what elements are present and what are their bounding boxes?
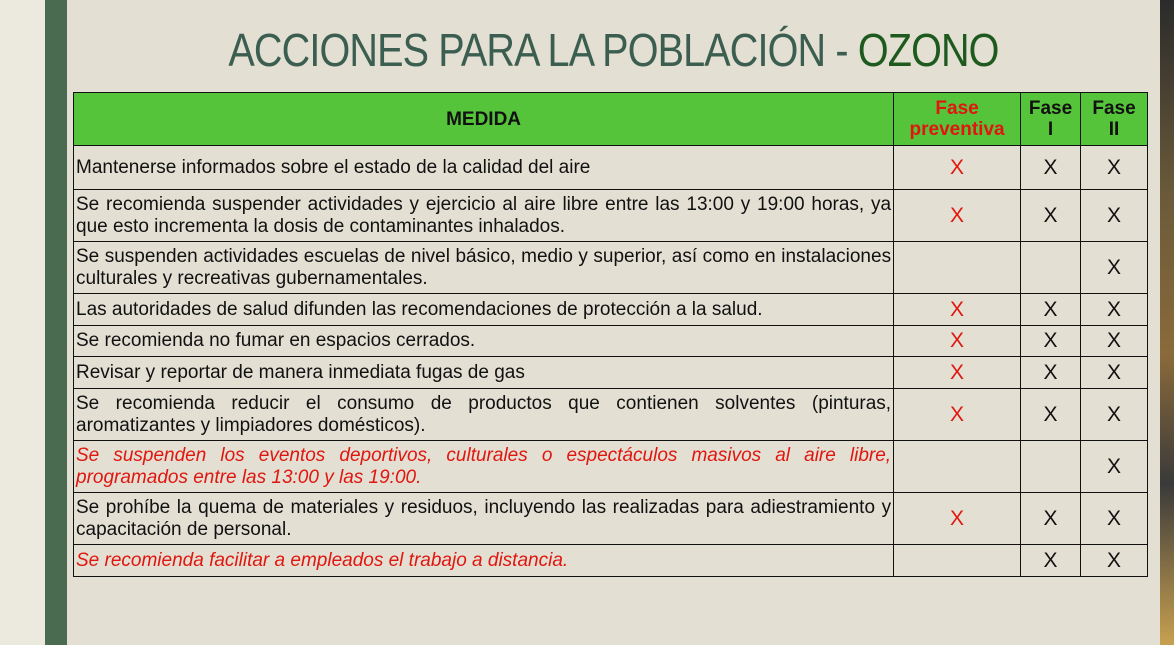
- title-accent: OZONO: [857, 24, 999, 76]
- preventive-mark: [894, 242, 1021, 294]
- phase1-mark: X: [1021, 389, 1081, 441]
- preventive-mark: X: [894, 190, 1021, 242]
- table-row: [74, 357, 1148, 389]
- measure-text: Las autoridades de salud difunden las recomendaciones de protección a la salud.: [74, 294, 894, 326]
- left-accent-bar: [45, 0, 67, 645]
- table-row: [74, 190, 1148, 242]
- table-row: [74, 493, 1148, 545]
- phase1-mark: X: [1021, 357, 1081, 389]
- measure-text: Se recomienda suspender actividades y ejercicio al aire libre entre las 13:00 y 19:00 horas, ya que esto incrementa la dosis de contaminantes inhalados.: [74, 190, 894, 242]
- measure-text: Revisar y reportar de manera inmediata fugas de gas: [74, 357, 894, 389]
- phase1-mark: [1021, 441, 1081, 493]
- measure-text: Se prohíbe la quema de materiales y residuos, incluyendo las realizadas para adiestramiento y capacitación de personal.: [74, 493, 894, 545]
- phase2-mark: X: [1081, 190, 1148, 242]
- phase1-mark: X: [1021, 190, 1081, 242]
- table-row: [74, 545, 1148, 577]
- phase2-mark: X: [1081, 146, 1148, 190]
- preventive-mark: X: [894, 389, 1021, 441]
- phase1-mark: X: [1021, 294, 1081, 326]
- header-preventive-phase: [894, 93, 1021, 146]
- measure-text: Se suspenden actividades escuelas de nivel básico, medio y superior, así como en instalaciones culturales y recreativas gubernamentales.: [74, 242, 894, 294]
- preventive-mark: [894, 545, 1021, 577]
- header-phase-2: [1081, 93, 1148, 146]
- phase2-mark: X: [1081, 294, 1148, 326]
- preventive-mark: X: [894, 146, 1021, 190]
- measure-text: Se recomienda facilitar a empleados el trabajo a distancia.: [74, 545, 894, 577]
- header-preventive-line1: Fase: [935, 98, 979, 119]
- phase2-mark: X: [1081, 493, 1148, 545]
- measure-text: Se recomienda no fumar en espacios cerrados.: [74, 326, 894, 357]
- phase2-mark: X: [1081, 326, 1148, 357]
- header-measure: MEDIDA: [74, 93, 894, 146]
- right-window-edge: [1160, 0, 1174, 645]
- header-preventive-line2: preventiva: [909, 119, 1005, 140]
- preventive-mark: X: [894, 326, 1021, 357]
- phase2-mark: X: [1081, 389, 1148, 441]
- measure-text: Mantenerse informados sobre el estado de la calidad del aire: [74, 146, 894, 190]
- measure-text: Se suspenden los eventos deportivos, culturales o espectáculos masivos al aire libre, programados entre las 13:00 y las 19:00.: [74, 441, 894, 493]
- table-row: [74, 146, 1148, 190]
- measure-text: Se recomienda reducir el consumo de productos que contienen solventes (pinturas, aromatizantes y limpiadores domésticos).: [74, 389, 894, 441]
- header-phase2-line1: Fase: [1092, 98, 1136, 119]
- phase2-mark: X: [1081, 545, 1148, 577]
- header-phase1-line2: I: [1047, 119, 1054, 140]
- title-main: ACCIONES PARA LA POBLACIÓN -: [228, 24, 858, 76]
- header-phase2-line2: II: [1108, 119, 1120, 140]
- phase2-mark: X: [1081, 441, 1148, 493]
- phase1-mark: [1021, 242, 1081, 294]
- table-row: [74, 441, 1148, 493]
- phase1-mark: X: [1021, 545, 1081, 577]
- measures-table: [73, 92, 1148, 577]
- phase2-mark: X: [1081, 357, 1148, 389]
- page-title: [144, 22, 1084, 78]
- header-phase1-line1: Fase: [1028, 98, 1073, 119]
- table-row: [74, 242, 1148, 294]
- phase1-mark: X: [1021, 146, 1081, 190]
- header-phase-1: [1021, 93, 1081, 146]
- left-margin: [0, 0, 45, 645]
- preventive-mark: X: [894, 493, 1021, 545]
- table-row: [74, 389, 1148, 441]
- preventive-mark: X: [894, 294, 1021, 326]
- table-row: [74, 294, 1148, 326]
- preventive-mark: [894, 441, 1021, 493]
- phase1-mark: X: [1021, 493, 1081, 545]
- preventive-mark: X: [894, 357, 1021, 389]
- table-header-row: [74, 93, 1148, 146]
- table-row: [74, 326, 1148, 357]
- phase1-mark: X: [1021, 326, 1081, 357]
- phase2-mark: X: [1081, 242, 1148, 294]
